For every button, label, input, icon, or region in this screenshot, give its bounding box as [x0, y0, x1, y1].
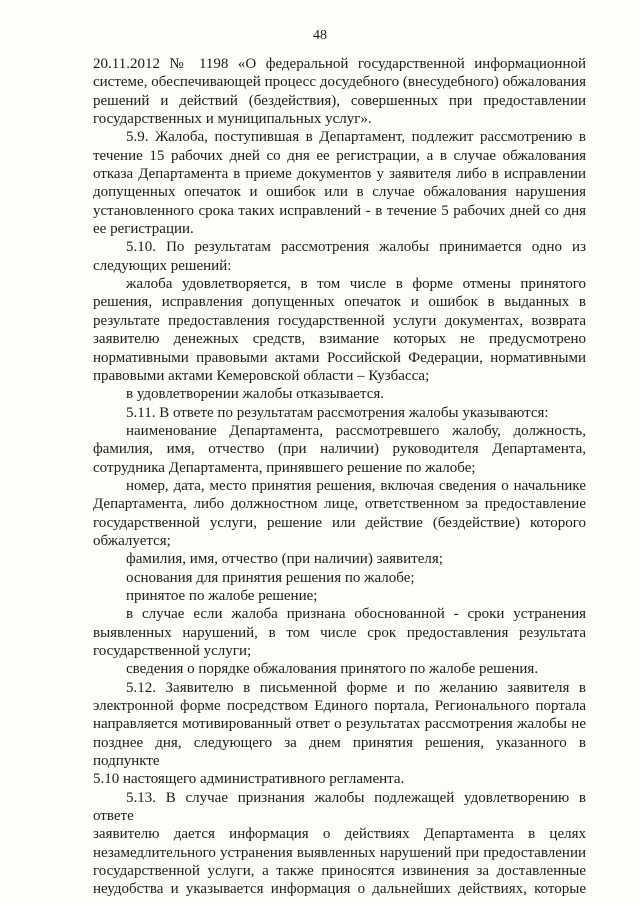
text-line: государственной услуги, решение или действие (бездействие) которого — [93, 514, 586, 531]
text-line: результате предоставления государственной услуги документах, возврата — [93, 312, 586, 329]
text-line: 5.13. В случае признания жалобы подлежащей удовлетворению в ответе — [93, 789, 586, 825]
text-line: 5.10 настоящего административного регламента. — [93, 771, 405, 788]
text-line: неудобства и указывается информация о дальнейших действиях, которые — [93, 881, 586, 898]
text-line: 5.12. Заявителю в письменной форме и по желанию заявителя в — [126, 679, 586, 696]
document-body — [93, 55, 586, 899]
text-line: 5.11. В ответе по результатам рассмотрения жалобы указываются: — [126, 404, 549, 421]
text-line: сведения о порядке обжалования принятого по жалобе решения. — [126, 661, 539, 678]
text-line: фамилия, имя, отчество (при наличии) руководителя Департамента, — [93, 441, 586, 458]
text-line: наименование Департамента, рассмотревшего жалобу, должность, — [126, 422, 586, 439]
text-line: государственной услуги; — [93, 643, 252, 659]
text-line: решения, исправления допущенных опечаток и ошибок в выданных в — [93, 294, 586, 311]
text-line: решений и действий (бездействия), совершенных при предоставлении — [93, 92, 586, 109]
text-line: системе, обеспечивающей процесс досудебного (внесудебного) обжалования — [93, 74, 586, 91]
text-line: позднее дня, следующего за днем принятия решения, указанного в подпункте — [93, 734, 586, 770]
text-line: жалоба удовлетворяется, в том числе в форме отмены принятого — [126, 276, 586, 293]
text-line: в удовлетворении жалобы отказывается. — [126, 386, 384, 403]
text-line: основания для принятия решения по жалобе; — [126, 569, 415, 586]
text-line: Департамента, либо должностном лице, ответственном за предоставление — [93, 496, 586, 513]
text-line: правовыми актами Кемеровской области – Кузбасса; — [93, 367, 430, 384]
text-line: заявителю дается информация о действиях Департамента в целях — [93, 826, 586, 843]
text-line: государственных и муниципальных услуг». — [93, 111, 372, 128]
text-line: номер, дата, место принятия решения, включая сведения о начальнике — [126, 477, 586, 494]
text-line: в случае если жалоба признана обоснованной - сроки устранения — [126, 606, 586, 623]
text-line: принятое по жалобе решение; — [126, 587, 318, 604]
text-line: фамилия, имя, отчество (при наличии) заявителя; — [126, 551, 443, 568]
text-line: государственной услуги, а также приносятся извинения за доставленные — [93, 863, 586, 880]
text-line: нормативными правовыми актами Российской Федерации, нормативными — [93, 349, 586, 366]
text-line: электронной форме посредством Единого портала, Регионального портала — [93, 698, 586, 715]
text-line: течение 15 рабочих дней со дня ее регистрации, а в случае обжалования — [93, 147, 586, 164]
text-line: 20.11.2012 № 1198 «О федеральной государственной информационной — [93, 56, 586, 72]
page-number: 48 — [313, 28, 327, 43]
text-line: сотрудника Департамента, принявшего решение по жалобе; — [93, 459, 476, 476]
text-line: направляется мотивированный ответ о результатах рассмотрения жалобы не — [93, 716, 586, 733]
text-line: отказа Департамента в приеме документов у заявителя либо в исправлении — [93, 166, 586, 183]
text-line: допущенных опечаток и ошибок или в случае обжалования нарушения — [93, 184, 586, 201]
text-line: ее регистрации. — [93, 221, 194, 238]
text-line: незамедлительного устранения выявленных нарушений при предоставлении — [93, 844, 586, 861]
text-line: 5.10. По результатам рассмотрения жалобы принимается одно из — [126, 239, 586, 256]
text-line: заявителю денежных средств, взимание которых не предусмотрено — [93, 331, 586, 348]
text-line: обжалуется; — [93, 532, 171, 549]
text-line: установленного срока таких исправлений - в течение 5 рабочих дней со дня — [93, 202, 586, 219]
text-line: 5.9. Жалоба, поступившая в Департамент, подлежит рассмотрению в — [126, 129, 586, 146]
text-line: следующих решений: — [93, 257, 232, 274]
text-line: выявленных нарушений, в том числе срок предоставления результата — [93, 624, 586, 641]
